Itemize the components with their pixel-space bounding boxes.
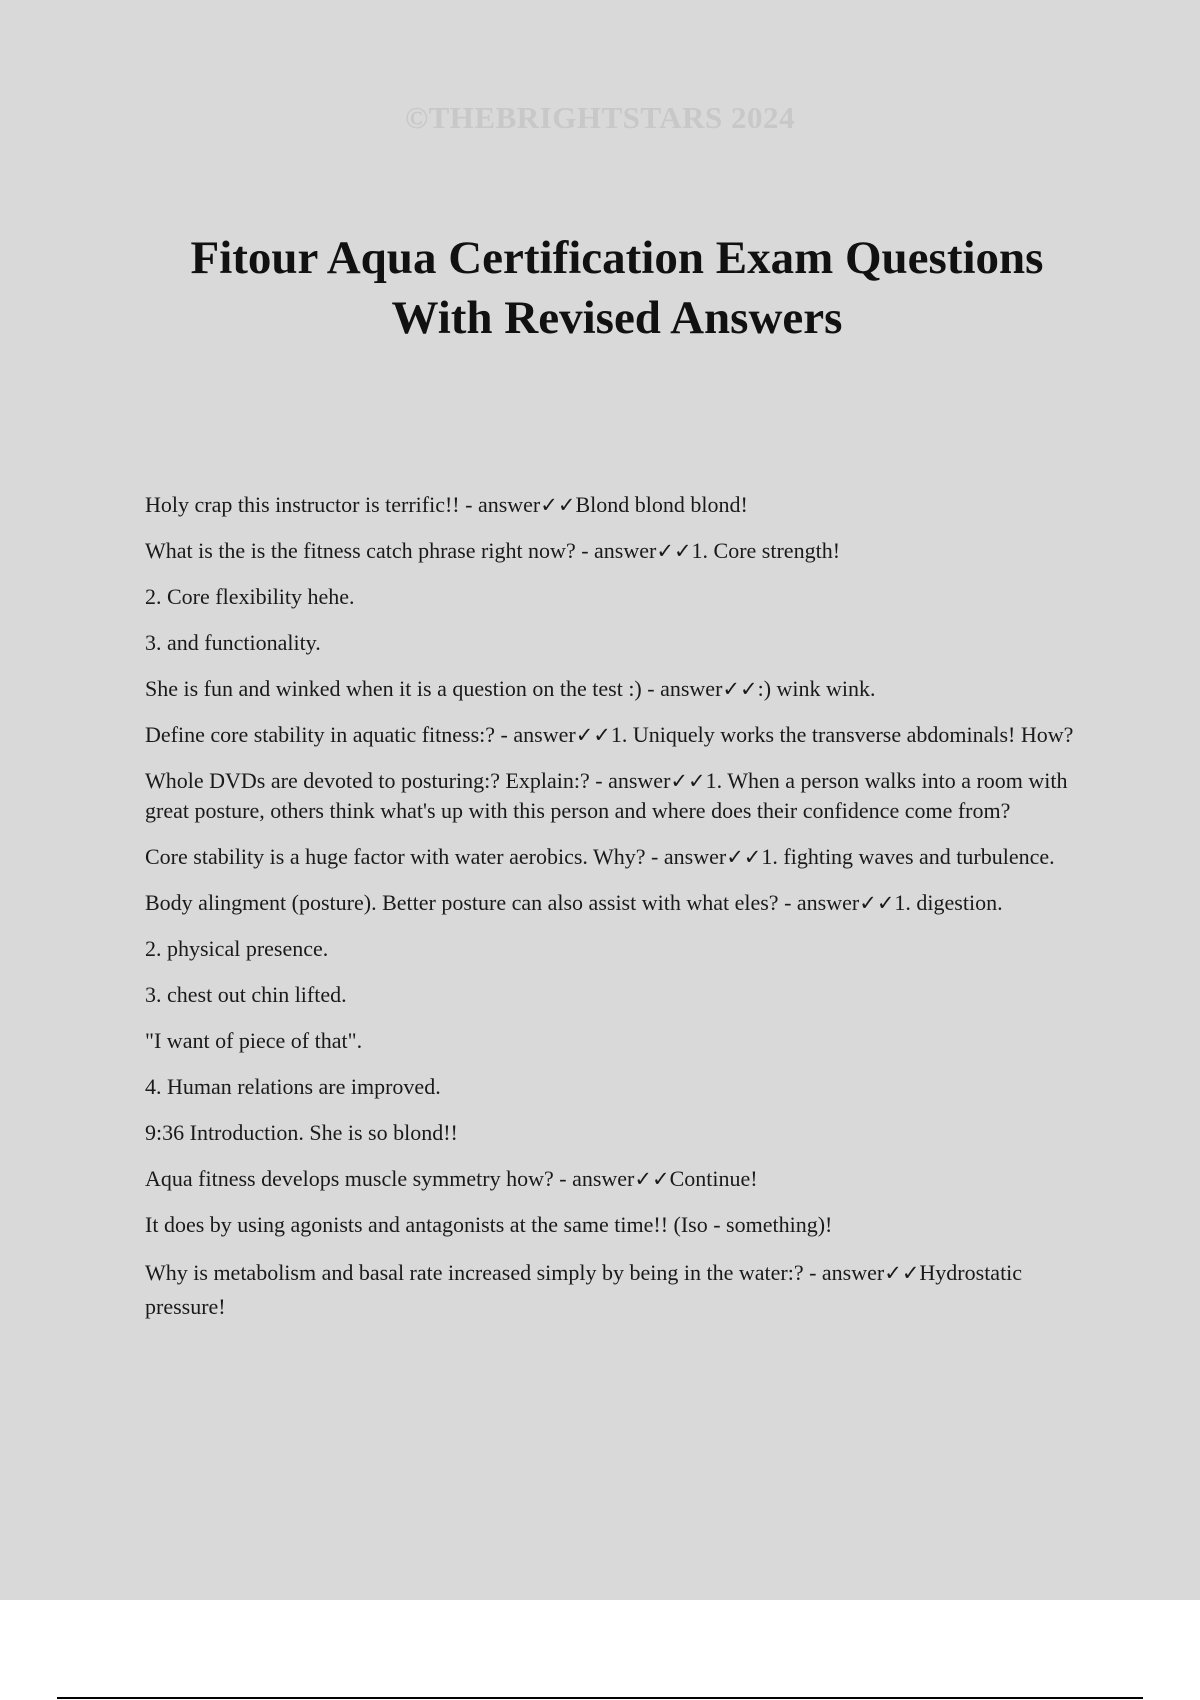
title-line-2: With Revised Answers	[391, 292, 843, 344]
qa-item	[145, 720, 1095, 750]
page-footer	[0, 1600, 1200, 1700]
answer-continuation: 3. and functionality.	[145, 630, 321, 655]
watermark: ©THEBRIGHTSTARS 2024	[404, 100, 796, 135]
qa-item	[145, 1164, 1095, 1194]
question: What is the is the fitness catch phrase right now? - answer	[145, 538, 657, 563]
question: She is fun and winked when it is a question on the test :) - answer	[145, 676, 723, 701]
check-marks-icon: ✓✓	[540, 493, 576, 517]
qa-list	[145, 490, 1095, 1340]
answer: 1. fighting waves and turbulence.	[761, 844, 1055, 869]
question: Body alingment (posture). Better posture can also assist with what eles? - answer	[145, 890, 860, 915]
question: Define core stability in aquatic fitness:? - answer	[145, 722, 576, 747]
answer-continuation: It does by using agonists and antagonists at the same time!! (Iso - something)!	[145, 1212, 833, 1237]
answer: 1. When a person walks into a room with great posture, others think what's up with this person and where does their confidence come from?	[145, 768, 1068, 823]
answer-continuation: 4. Human relations are improved.	[145, 1074, 441, 1099]
answer: 1. Uniquely works the transverse abdominals! How?	[610, 722, 1074, 747]
answer: Hydrostatic pressure!	[145, 1260, 1023, 1319]
check-marks-icon: ✓✓	[575, 723, 611, 747]
check-marks-icon: ✓✓	[859, 891, 895, 915]
check-marks-icon: ✓✓	[670, 769, 706, 793]
qa-item	[145, 674, 1095, 704]
question: Holy crap this instructor is terrific!! - answer	[145, 492, 541, 517]
title-line-1: Fitour Aqua Certification Exam Questions	[190, 232, 1044, 284]
answer-continuation: 2. Core flexibility hehe.	[145, 584, 355, 609]
answer-continuation: 3. chest out chin lifted.	[145, 982, 347, 1007]
answer-continuation: "I want of piece of that".	[145, 1028, 363, 1053]
check-marks-icon: ✓✓	[726, 845, 762, 869]
qa-item	[145, 536, 1095, 566]
question: Core stability is a huge factor with water aerobics. Why? - answer	[145, 844, 727, 869]
question: Why is metabolism and basal rate increased simply by being in the water:? - answer	[145, 1260, 885, 1285]
qa-item	[145, 842, 1095, 872]
answer: Blond blond blond!	[575, 492, 748, 517]
qa-item	[145, 1256, 1095, 1324]
check-marks-icon: ✓✓	[722, 677, 758, 701]
qa-item	[145, 766, 1095, 826]
check-marks-icon: ✓✓	[884, 1261, 920, 1285]
qa-item	[145, 888, 1095, 918]
answer: 1. Core strength!	[691, 538, 841, 563]
question: Whole DVDs are devoted to posturing:? Explain:? - answer	[145, 768, 671, 793]
check-marks-icon: ✓✓	[634, 1167, 670, 1191]
answer: Continue!	[669, 1166, 758, 1191]
answer: :) wink wink.	[757, 676, 876, 701]
check-marks-icon: ✓✓	[656, 539, 692, 563]
footer-divider	[57, 1697, 1143, 1699]
answer-continuation: 9:36 Introduction. She is so blond!!	[145, 1120, 458, 1145]
answer-continuation: 2. physical presence.	[145, 936, 329, 961]
qa-item	[145, 490, 1095, 520]
answer: 1. digestion.	[894, 890, 1003, 915]
question: Aqua fitness develops muscle symmetry how? - answer	[145, 1166, 635, 1191]
document-title	[100, 228, 1134, 348]
